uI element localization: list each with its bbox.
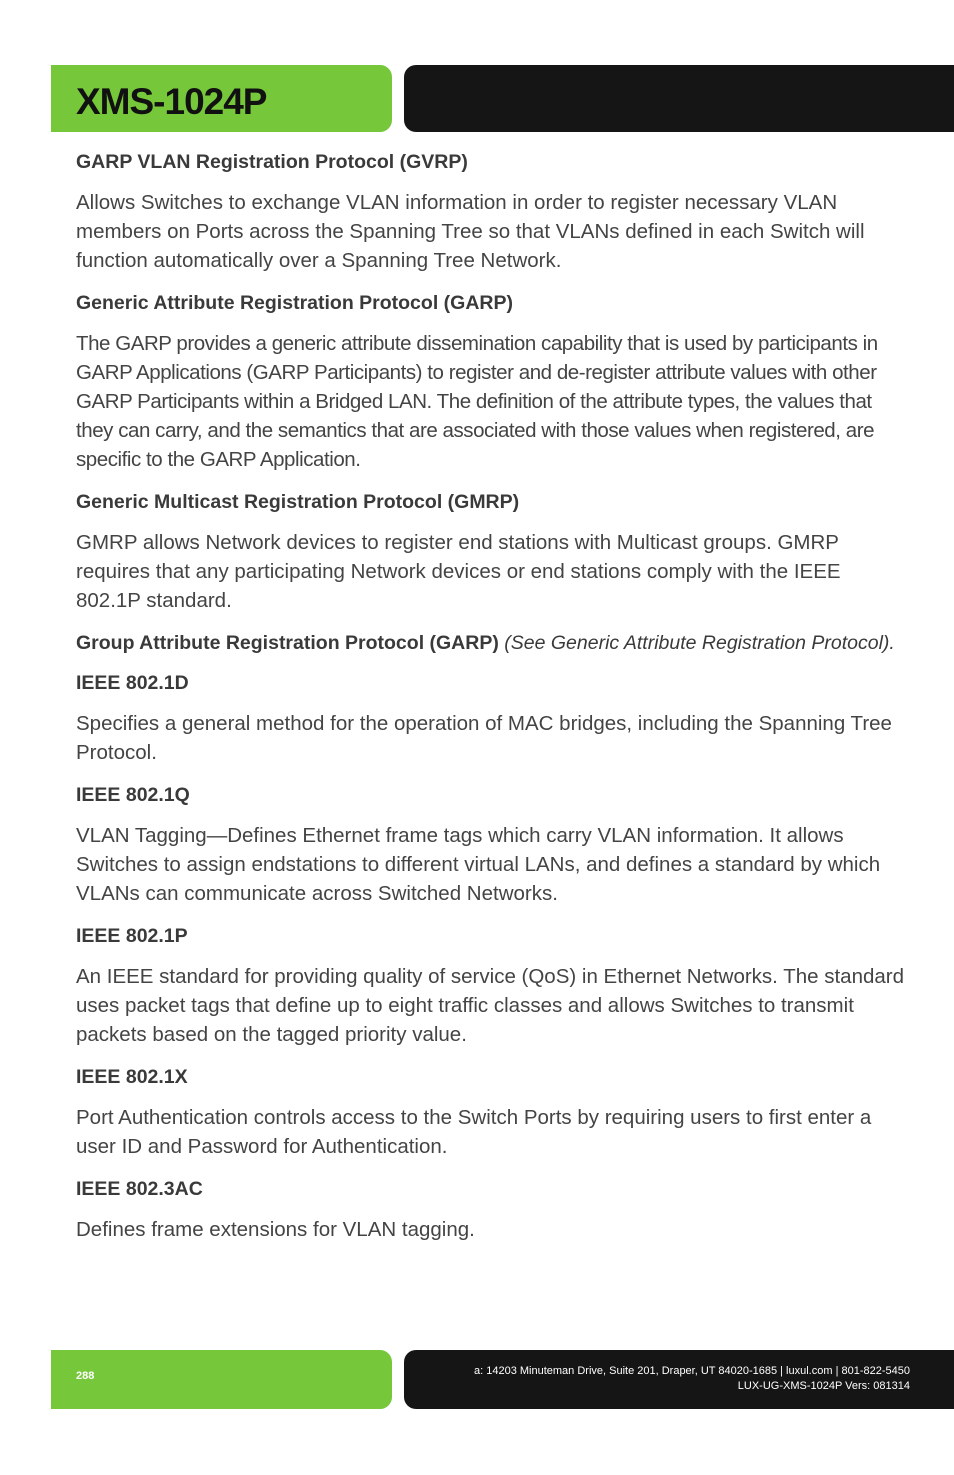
section-body-8021x: Port Authentication controls access to the Switch Ports by requiring users to first enter a user ID and Password for Authentication. xyxy=(76,1106,872,1158)
section-heading-8021x: IEEE 802.1X xyxy=(76,1066,188,1088)
section-body-garp: The GARP provides a generic attribute dissemination capability that is used by participants in GARP Applications (GARP Participants) to register and de-register attribute values with other GARP Participants within a Bridged LAN. The definition of the attribute types, the values that they can carry, and the semantics that are associated with those values when registered, are specific to the GARP Application. xyxy=(76,332,878,471)
footer-doc-version: LUX-UG-XMS-1024P Vers: 081314 xyxy=(737,1380,910,1392)
section-heading-group-garp-note: (See Generic Attribute Registration Protocol). xyxy=(498,632,895,654)
footer-address: a: 14203 Minuteman Drive, Suite 201, Draper, UT 84020-1685 | luxul.com | 801-822-5450 xyxy=(474,1365,910,1377)
section-heading-group-garp-text: Group Attribute Registration Protocol (GARP) xyxy=(76,632,499,654)
section-body-gvrp: Allows Switches to exchange VLAN information in order to register necessary VLAN members on Ports across the Spanning Tree so that VLANs defined in each Switch will function automatically over a Spanning Tree Network. xyxy=(76,191,865,272)
section-heading-8021p: IEEE 802.1P xyxy=(76,925,188,947)
footer-info xyxy=(474,1364,910,1394)
section-body-8021p: An IEEE standard for providing quality of service (QoS) in Ethernet Networks. The standard uses packet tags that define up to eight traffic classes and allows Switches to transmit packets based on the tagged priority value. xyxy=(76,965,904,1046)
footer-info-bar xyxy=(404,1350,954,1409)
section-heading-gmrp: Generic Multicast Registration Protocol (GMRP) xyxy=(76,491,520,513)
section-body-gmrp: GMRP allows Network devices to register end stations with Multicast groups. GMRP requires that any participating Network devices or end stations comply with the IEEE 802.1P standard. xyxy=(76,531,841,612)
section-heading-8021d: IEEE 802.1D xyxy=(76,672,189,694)
section-body-8021q: VLAN Tagging—Defines Ethernet frame tags which carry VLAN information. It allows Switches to assign endstations to different virtual LANs, and defines a standard by which VLANs can communicate across Switched Networks. xyxy=(76,824,881,905)
section-heading-gvrp: GARP VLAN Registration Protocol (GVRP) xyxy=(76,151,468,173)
section-body-8021d: Specifies a general method for the operation of MAC bridges, including the Spanning Tree Protocol. xyxy=(76,712,892,764)
section-heading-garp: Generic Attribute Registration Protocol (GARP) xyxy=(76,292,513,314)
header-title-bar xyxy=(51,65,392,132)
header-black-bar xyxy=(404,65,954,132)
footer-page-bar xyxy=(51,1350,392,1409)
page-title: XMS-1024P xyxy=(76,81,267,122)
section-heading-8023ac: IEEE 802.3AC xyxy=(76,1178,203,1200)
section-body-8023ac: Defines frame extensions for VLAN tagging. xyxy=(76,1218,475,1241)
section-heading-group-garp xyxy=(76,629,908,657)
page-number: 288 xyxy=(76,1370,95,1382)
section-heading-8021q: IEEE 802.1Q xyxy=(76,784,190,806)
glossary-content xyxy=(76,148,908,1258)
